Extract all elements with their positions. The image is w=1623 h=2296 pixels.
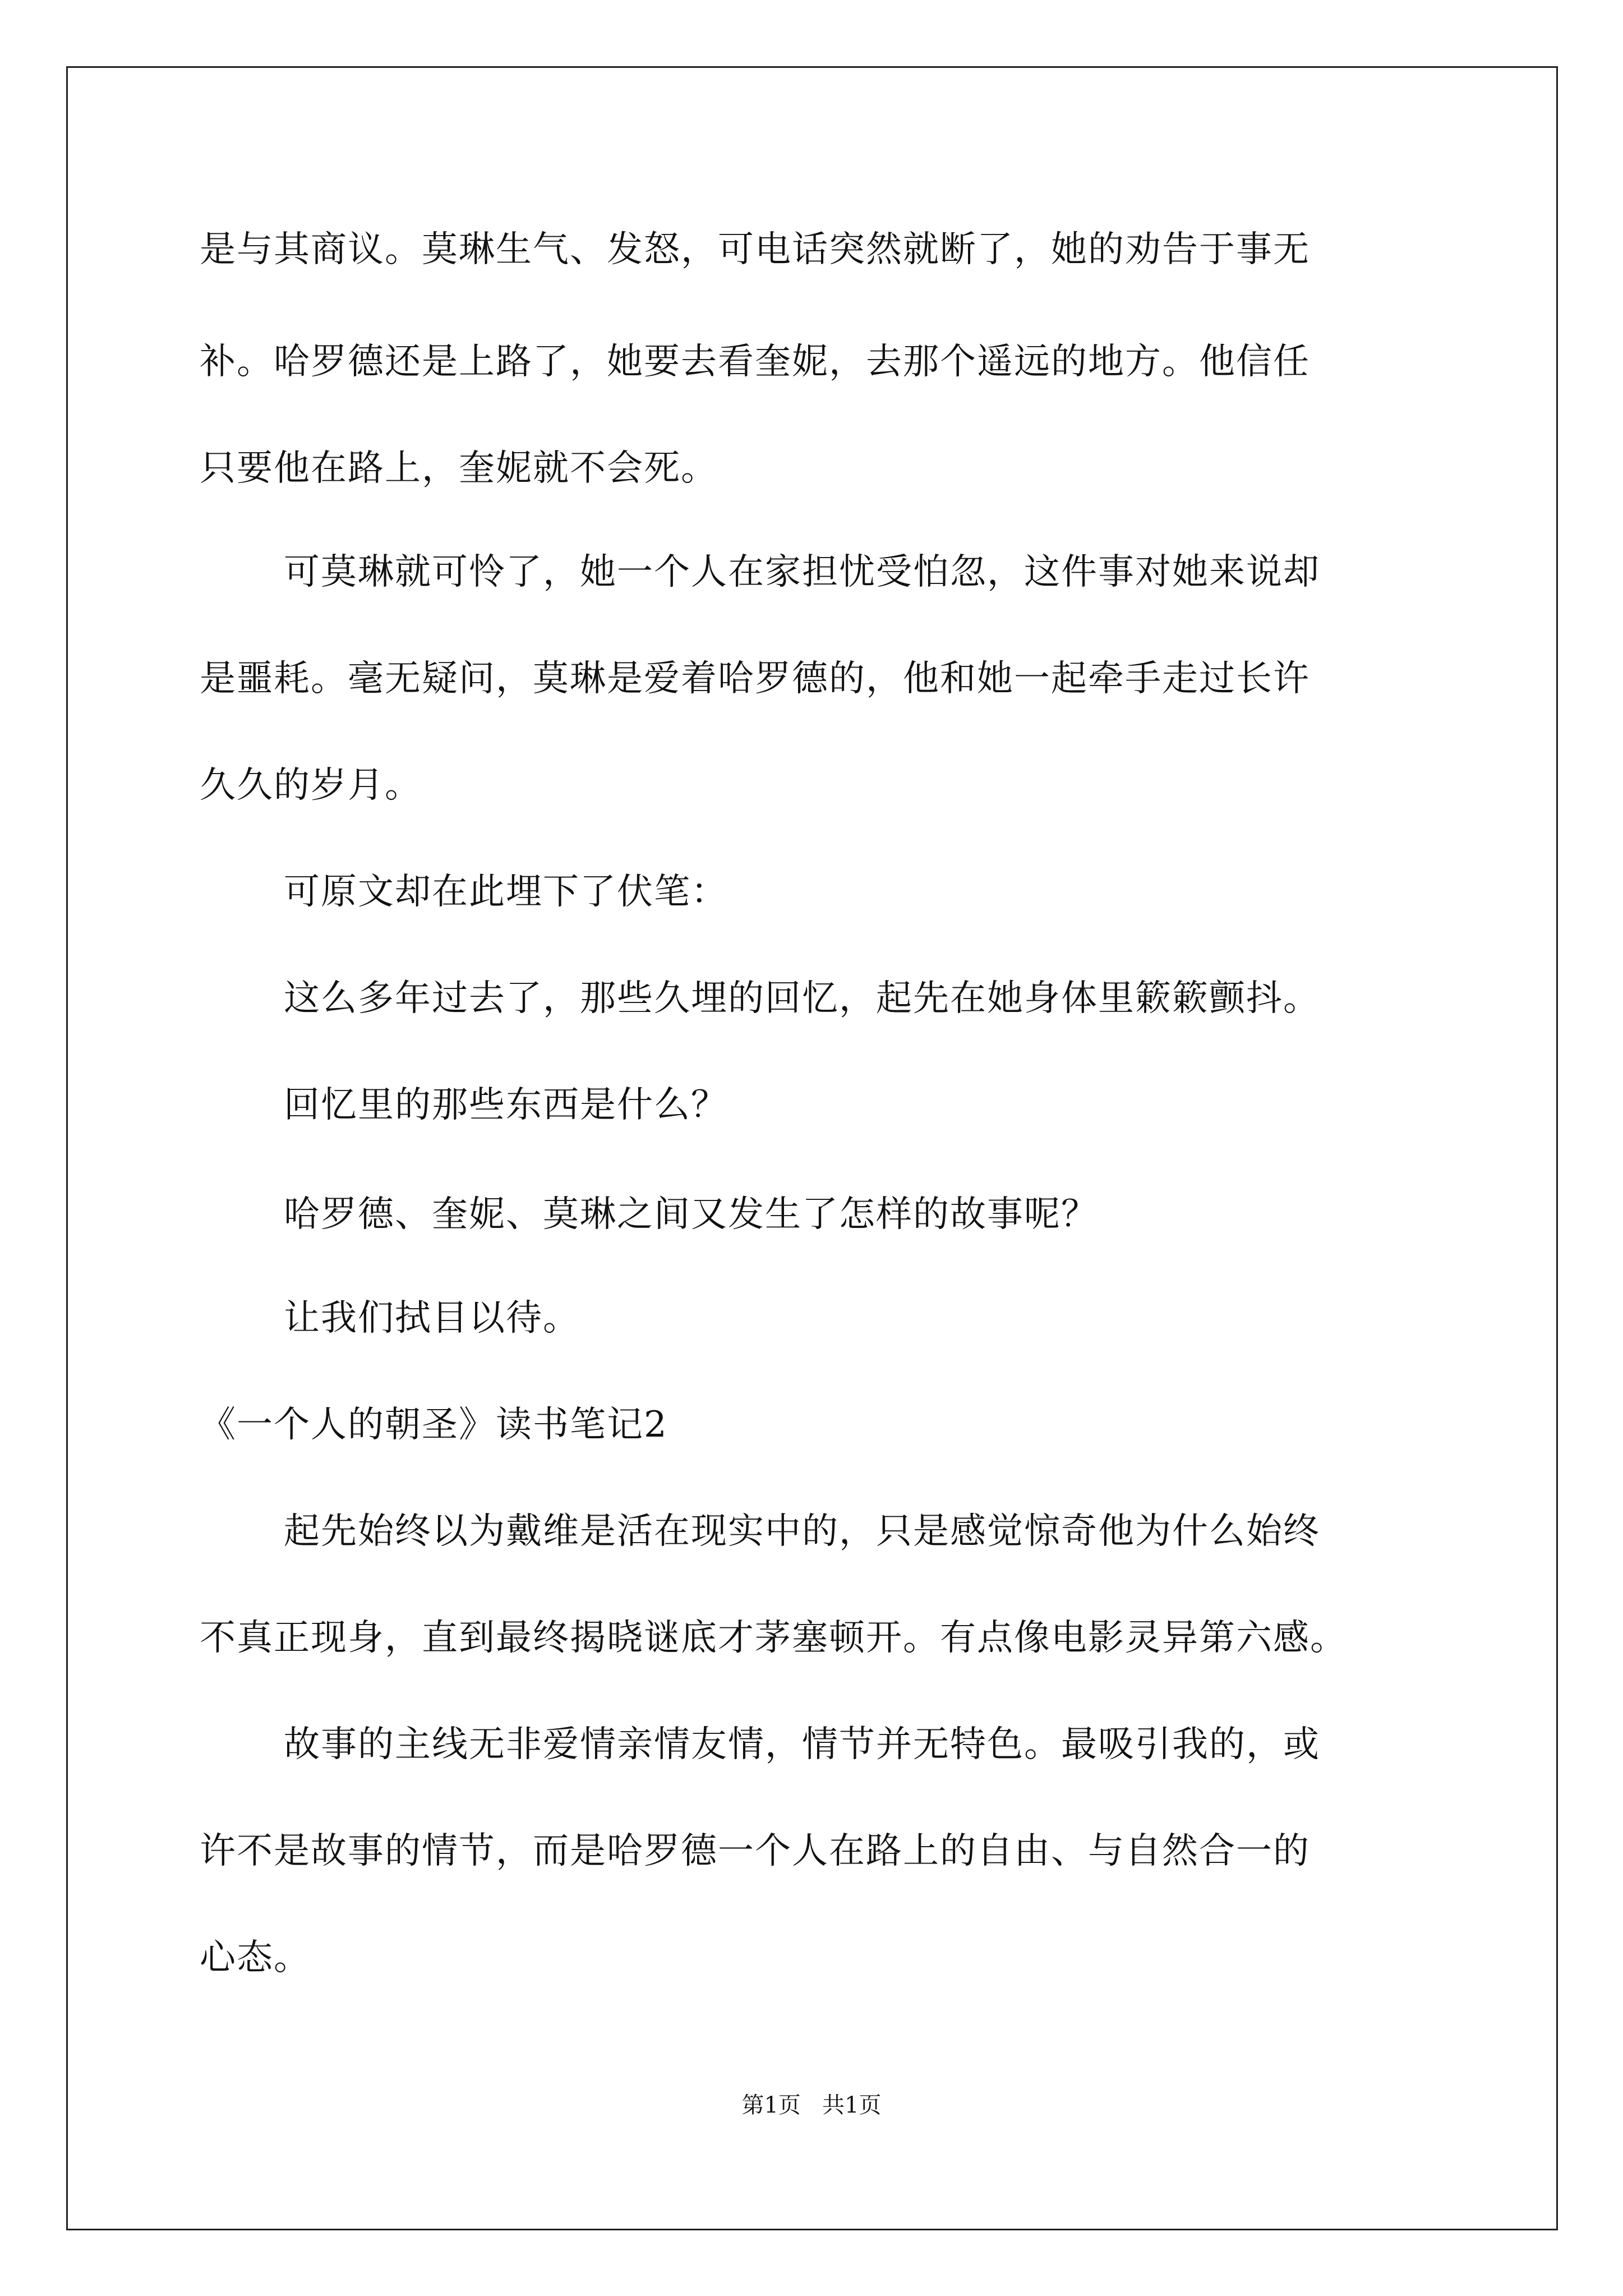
body-text-line: 可莫琳就可怜了，她一个人在家担忧受怕忽，这件事对她来说却 — [284, 551, 1320, 593]
body-text-line: 故事的主线无非爱情亲情友情，情节并无特色。最吸引我的，或 — [284, 1724, 1320, 1765]
body-text-line: 不真正现身，直到最终揭晓谜底才茅塞顿开。有点像电影灵异第六感。 — [200, 1617, 1347, 1659]
body-text-line: 只要他在路上，奎妮就不会死。 — [200, 448, 718, 489]
section-heading: 《一个人的朝圣》读书笔记2 — [200, 1404, 668, 1446]
body-text-line: 起先始终以为戴维是活在现实中的，只是感觉惊奇他为什么始终 — [284, 1511, 1320, 1552]
body-text-line: 哈罗德、奎妮、莫琳之间又发生了怎样的故事呢？ — [284, 1194, 1098, 1235]
body-text-line: 让我们拭目以待。 — [284, 1297, 580, 1339]
page-number-footer: 第1页 共1页 — [741, 2092, 882, 2118]
body-text-line: 这么多年过去了，那些久埋的回忆，起先在她身体里簌簌颤抖。 — [284, 978, 1320, 1019]
body-text-line: 久久的岁月。 — [200, 765, 422, 806]
body-text-line: 回忆里的那些东西是什么？ — [284, 1084, 728, 1126]
body-text-line: 是与其商议。莫琳生气、发怒，可电话突然就断了，她的劝告于事无 — [200, 229, 1310, 270]
body-text-line: 补。哈罗德还是上路了，她要去看奎妮，去那个遥远的地方。他信任 — [200, 341, 1310, 383]
body-text-line: 心态。 — [200, 1937, 311, 1978]
body-text-line: 许不是故事的情节，而是哈罗德一个人在路上的自由、与自然合一的 — [200, 1830, 1310, 1872]
page-border — [66, 66, 1558, 2230]
body-text-line: 是噩耗。毫无疑问，莫琳是爱着哈罗德的，他和她一起牵手走过长许 — [200, 658, 1310, 700]
body-text-line: 可原文却在此埋下了伏笔： — [284, 871, 728, 913]
